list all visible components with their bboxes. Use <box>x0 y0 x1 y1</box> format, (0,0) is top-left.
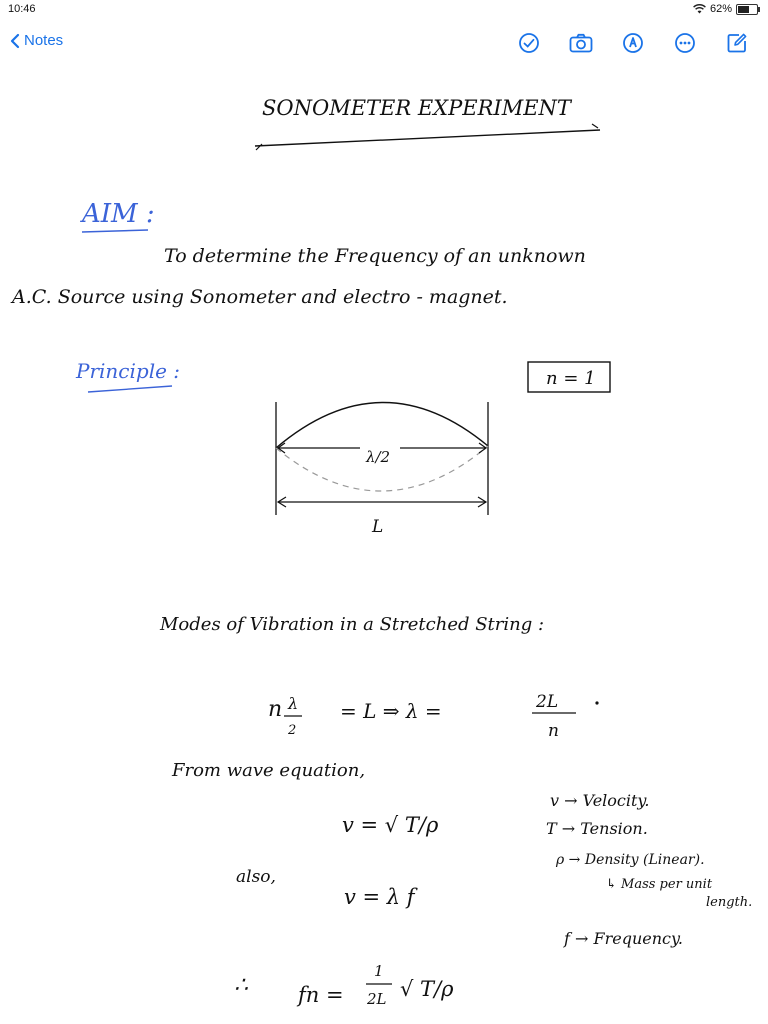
camera-button[interactable] <box>568 30 594 56</box>
handwritten-note[interactable] <box>0 62 768 1024</box>
legend-mass-line-2: length. <box>706 895 753 910</box>
legend-frequency: f → Frequency. <box>564 929 683 948</box>
principle-underline <box>88 386 172 392</box>
legend-tension: T → Tension. <box>546 819 648 838</box>
toolbar <box>516 30 750 56</box>
lambda-half-label: λ/2 <box>366 448 391 466</box>
wave-equation-text: From wave equation, <box>172 760 366 781</box>
equation-standing-wave <box>268 692 599 741</box>
length-label: L <box>372 517 384 537</box>
note-title: SONOMETER EXPERIMENT <box>262 96 571 120</box>
title-underline-ticks <box>256 124 598 150</box>
battery-icon <box>736 4 758 15</box>
therefore-symbol: ∴ <box>234 973 248 998</box>
eq1-frac-den: 2 <box>288 723 297 738</box>
camera-icon <box>569 33 593 53</box>
aim-heading: AIM : <box>82 199 155 229</box>
legend-density: ρ → Density (Linear). <box>556 852 705 868</box>
principle-heading: Principle : <box>76 359 181 383</box>
eq1-den: n <box>548 721 559 741</box>
status-indicators <box>693 3 758 15</box>
eq-fn-den: 2L <box>367 990 387 1008</box>
battery-level <box>738 6 749 13</box>
back-button[interactable] <box>10 32 63 49</box>
checklist-button[interactable] <box>516 30 542 56</box>
ellipsis-circle-icon <box>674 32 696 54</box>
eq-fn-num: 1 <box>374 962 384 980</box>
aim-line-2: A.C. Source using Sonometer and electro - magnet. <box>12 286 508 308</box>
back-label: Notes <box>24 32 64 49</box>
legend-mass-line-1: ↳ Mass per unit <box>606 877 713 892</box>
compose-icon <box>726 32 748 54</box>
chevron-left-icon <box>10 33 20 49</box>
eq1-frac-num: λ <box>288 694 299 713</box>
equation-v-lambda-f: v = λ f <box>344 885 415 909</box>
markup-pen-icon <box>622 32 644 54</box>
equation-velocity: v = √ T/ρ <box>342 813 439 837</box>
eq1-period <box>595 701 598 704</box>
eq1-mid: = L ⇒ λ = <box>340 699 442 723</box>
eq1-n: n <box>268 697 283 722</box>
status-time: 10:46 <box>8 3 36 15</box>
also-text: also, <box>236 867 276 887</box>
legend-velocity: v → Velocity. <box>550 791 650 810</box>
eq-fn-root: √ T/ρ <box>400 977 454 1001</box>
more-button[interactable] <box>672 30 698 56</box>
aim-underline <box>82 230 148 232</box>
status-bar <box>0 0 768 22</box>
string-diagram <box>276 402 488 537</box>
eq1-num: 2L <box>536 692 559 712</box>
markup-button[interactable] <box>620 30 646 56</box>
wifi-icon <box>693 4 706 14</box>
symbol-legend <box>546 791 752 948</box>
title-underline <box>255 130 600 146</box>
mode-box-label: n = 1 <box>546 368 596 389</box>
compose-button[interactable] <box>724 30 750 56</box>
battery-percent: 62% <box>709 3 732 15</box>
aim-line-1: To determine the Frequency of an unknown <box>164 245 586 267</box>
modes-text: Modes of Vibration in a Stretched String : <box>160 614 545 635</box>
nav-bar <box>0 26 768 60</box>
checkmark-circle-icon <box>518 32 540 54</box>
eq-fn-lhs: fn = <box>298 983 344 1007</box>
equation-frequency <box>234 962 454 1008</box>
upper-string-arc <box>276 402 488 448</box>
